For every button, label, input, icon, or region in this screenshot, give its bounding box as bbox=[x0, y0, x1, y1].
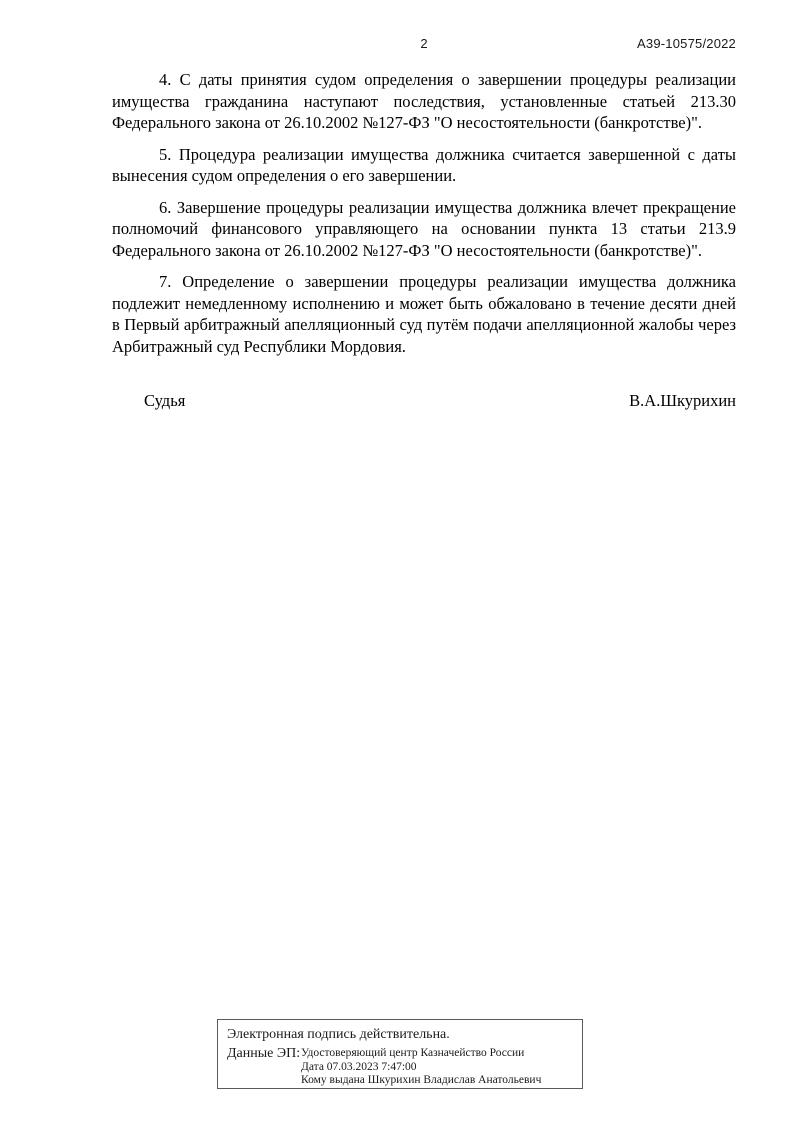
signature-row bbox=[112, 390, 736, 412]
stamp-title: Электронная подпись действительна. bbox=[227, 1027, 450, 1042]
page-header bbox=[112, 36, 736, 52]
paragraph-6: 6. Завершение процедуры реализации имущества должника влечет прекращение полномочий финансового управляющего на основании пункта 13 статьи 213.9 Федерального закона от 26.10.2002 №127-ФЗ "О несостоятельности (банкротстве)". bbox=[112, 197, 736, 260]
stamp-detail-authority: Удостоверяющий центр Казначейство России bbox=[301, 1047, 525, 1059]
electronic-signature-stamp bbox=[217, 1019, 583, 1089]
stamp-data-row bbox=[227, 1046, 582, 1088]
document-body bbox=[112, 69, 736, 412]
stamp-detail-issued-to: Кому выдана Шкурихин Владислав Анатольевич bbox=[301, 1074, 542, 1086]
case-number: А39-10575/2022 bbox=[637, 36, 736, 51]
signature-role: Судья bbox=[144, 391, 186, 410]
paragraph-5: 5. Процедура реализации имущества должника считается завершенной с даты вынесения судом определения о его завершении. bbox=[112, 144, 736, 185]
paragraph-7: 7. Определение о завершении процедуры реализации имущества должника подлежит немедленному исполнению и может быть обжаловано в течение десяти дней в Первый арбитражный апелляционный суд путём подачи апелляционной жалобы через Арбитражный суд Республики Мордовия. bbox=[112, 272, 736, 356]
paragraph-4: 4. С даты принятия судом определения о завершении процедуры реализации имущества гражданина наступают последствия, установленные статьей 213.30 Федерального закона от 26.10.2002 №127-ФЗ "О несостоятельности (банкротстве)". bbox=[112, 70, 736, 132]
stamp-detail-date: Дата 07.03.2023 7:47:00 bbox=[301, 1060, 417, 1073]
page-number: 2 bbox=[420, 36, 428, 51]
stamp-details bbox=[301, 1046, 541, 1088]
signature-name: В.А.Шкурихин bbox=[629, 391, 736, 410]
stamp-label: Данные ЭП: bbox=[227, 1046, 301, 1061]
